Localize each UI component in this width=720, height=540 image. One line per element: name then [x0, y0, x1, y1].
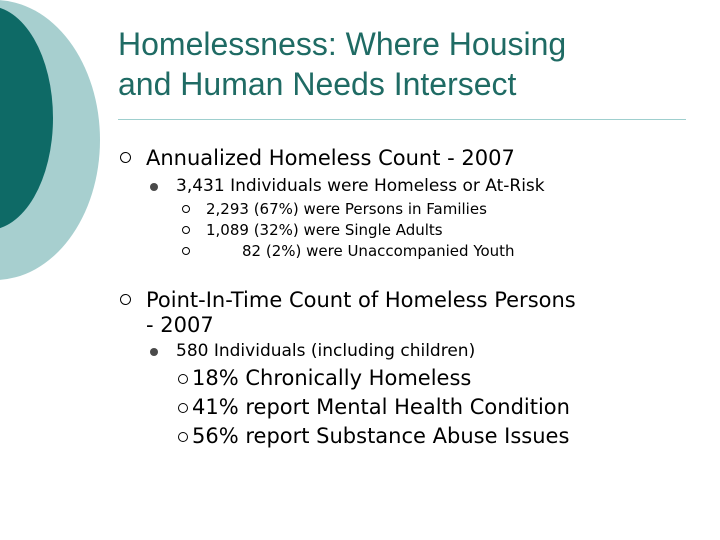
section1-subitem: 3,431 Individuals were Homeless or At-Risk [176, 176, 545, 196]
title-line-2: and Human Needs Intersect [118, 66, 517, 102]
section2-item-mental-health: 41% report Mental Health Condition [192, 395, 570, 419]
hollow-circle-bullet-icon [182, 205, 190, 213]
filled-dot-bullet-icon [150, 183, 158, 191]
hollow-circle-bullet-icon [178, 432, 188, 442]
hollow-circle-bullet-icon [182, 226, 190, 234]
section1-item-single-adults: 1,089 (32%) were Single Adults [206, 221, 443, 239]
hollow-circle-bullet-icon [120, 152, 131, 163]
hollow-circle-bullet-icon [120, 294, 131, 305]
hollow-circle-bullet-icon [182, 247, 190, 255]
title-line-1: Homelessness: Where Housing [118, 26, 567, 62]
slide-title [118, 24, 678, 104]
section2-heading-line1: Point-In-Time Count of Homeless Persons [146, 288, 576, 312]
hollow-circle-bullet-icon [178, 403, 188, 413]
section1-item-families: 2,293 (67%) were Persons in Families [206, 200, 487, 218]
section1-heading: Annualized Homeless Count - 2007 [146, 146, 515, 170]
filled-dot-bullet-icon [150, 348, 158, 356]
title-divider [118, 119, 686, 120]
section2-subitem: 580 Individuals (including children) [176, 341, 476, 361]
section2-item-substance: 56% report Substance Abuse Issues [192, 424, 570, 448]
section2-heading-line2: - 2007 [146, 313, 214, 337]
section2-item-chronic: 18% Chronically Homeless [192, 366, 472, 390]
section1-item-youth: 82 (2%) were Unaccompanied Youth [242, 242, 515, 260]
decorative-circles [0, 0, 110, 290]
hollow-circle-bullet-icon [178, 374, 188, 384]
